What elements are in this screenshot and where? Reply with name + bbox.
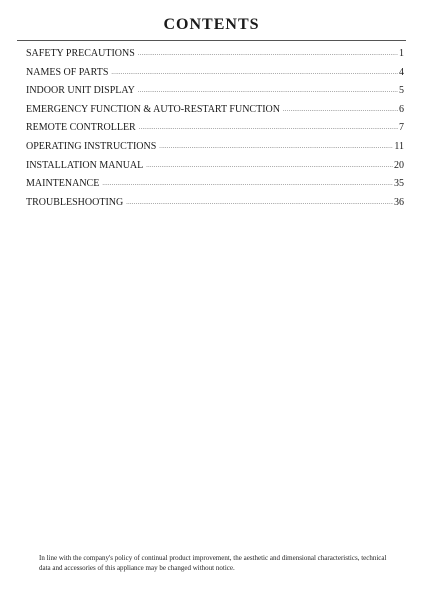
toc-page-number: 6 [399, 103, 404, 115]
toc-dot-leader [138, 47, 398, 57]
toc-entry-title: REMOTE CONTROLLER [26, 122, 136, 134]
toc-entry-title: OPERATING INSTRUCTIONS [26, 140, 157, 152]
toc-dot-leader [146, 159, 393, 169]
toc-dot-leader [126, 196, 393, 206]
table-of-contents [26, 48, 404, 215]
toc-entry-title: TROUBLESHOOTING [26, 196, 124, 208]
toc-entry-title: NAMES OF PARTS [26, 66, 109, 78]
toc-page-number: 35 [394, 178, 404, 190]
toc-page-number: 1 [399, 48, 404, 59]
toc-page-number: 11 [394, 140, 404, 152]
toc-page-number: 4 [399, 66, 404, 78]
toc-entry-safety-precautions[interactable] [26, 48, 404, 67]
toc-page-number: 36 [394, 196, 404, 208]
page-title: CONTENTS [163, 16, 260, 33]
toc-entry-troubleshooting[interactable] [26, 197, 404, 216]
toc-dot-leader [138, 84, 398, 94]
toc-entry-title: EMERGENCY FUNCTION & AUTO-RESTART FUNCTION [26, 103, 280, 115]
toc-dot-leader [139, 121, 398, 131]
product-change-notice: In line with the company's policy of continual product improvement, the aesthetic and dimensional characteristics, technical data and accessories of this appliance may be changed without notice. [39, 554, 387, 572]
toc-entry-maintenance[interactable] [26, 178, 404, 197]
toc-entry-title: SAFETY PRECAUTIONS [26, 48, 135, 59]
toc-page-number: 5 [399, 85, 404, 97]
toc-entry-operating-instructions[interactable] [26, 141, 404, 160]
toc-entry-emergency-function[interactable] [26, 104, 404, 123]
toc-dot-leader [111, 66, 398, 76]
toc-dot-leader [283, 103, 398, 113]
toc-entry-installation-manual[interactable] [26, 160, 404, 179]
toc-entry-remote-controller[interactable] [26, 122, 404, 141]
toc-entry-title: MAINTENANCE [26, 178, 100, 190]
toc-dot-leader [159, 140, 393, 150]
toc-page-number: 7 [399, 122, 404, 134]
toc-dot-leader [102, 177, 393, 187]
toc-entry-title: INSTALLATION MANUAL [26, 159, 144, 171]
toc-entry-names-of-parts[interactable] [26, 67, 404, 86]
toc-page-number: 20 [394, 159, 404, 171]
toc-entry-indoor-unit-display[interactable] [26, 85, 404, 104]
toc-entry-title: INDOOR UNIT DISPLAY [26, 85, 135, 97]
title-divider [17, 40, 406, 41]
